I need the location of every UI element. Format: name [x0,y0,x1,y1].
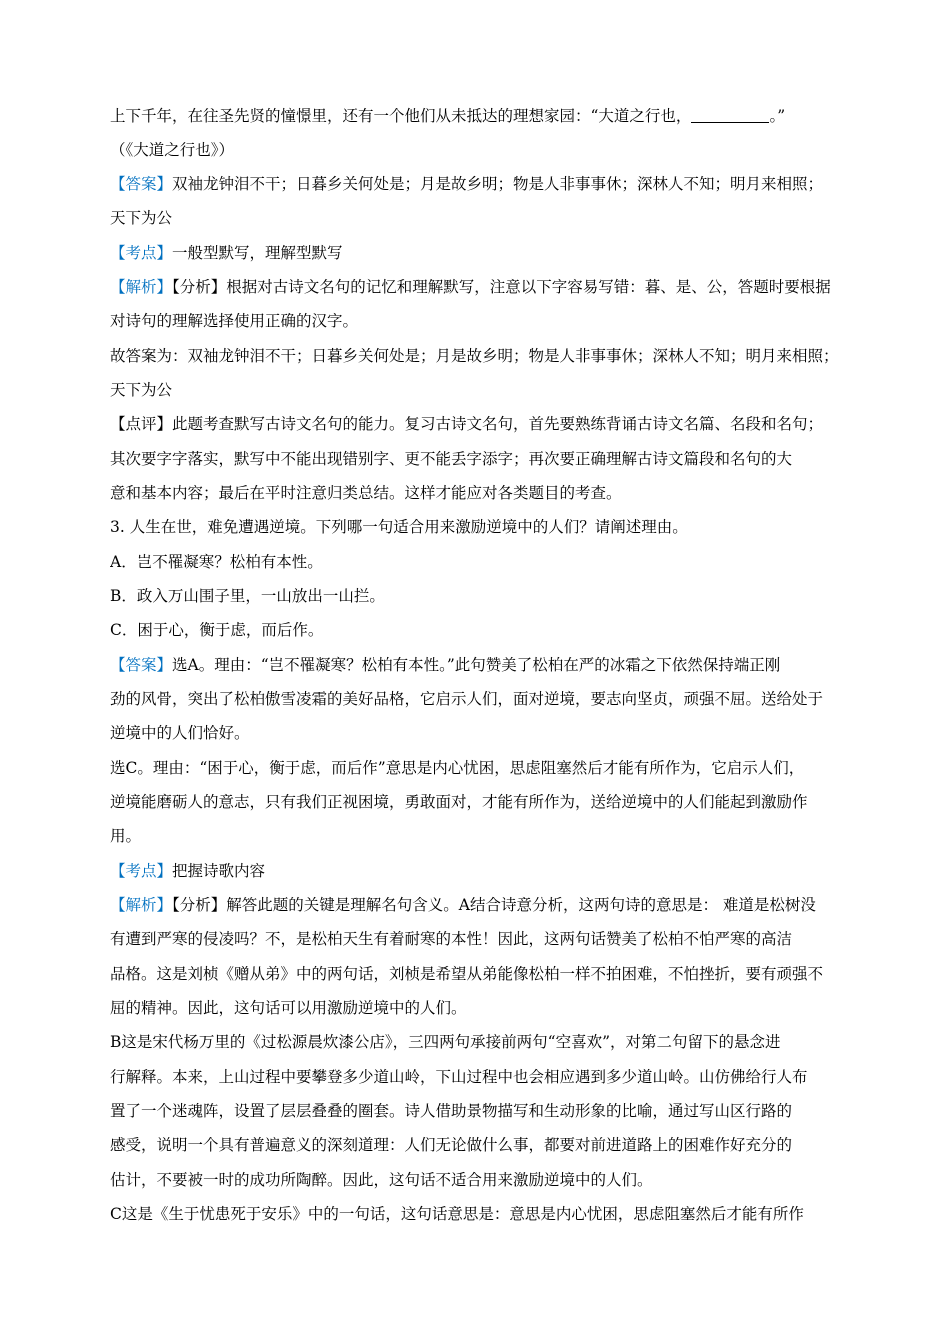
q3-answer-line-6: 用。 [110,827,142,845]
answer-tag: 【答案】 [110,175,173,193]
q3-option-b: B．政入万山围子里，一山放出一山拦。 [110,587,385,605]
q3-jiexi-line-3: 品格。这是刘桢《赠从弟》中的两句话，刘桢是希望从弟能像松柏一样不拍困难，不怕挫折，要有顽强不 [110,965,824,983]
q3-b-line-2: 行解释。本来，上山过程中要攀登多少道山岭，下山过程中也会相应遇到多少道山岭。山仿佛给行人布 [110,1068,808,1086]
q2-jiexi-line-2: 对诗句的理解选择使用正确的汉字。 [110,312,359,330]
q3-jiexi-line-1: 【解析】【分析】解答此题的关键是理解名句含义。A结合诗意分析，这两句诗的意思是： 难道是松树没 [110,896,816,914]
q2-stem-line: 上下千年，在往圣先贤的憧憬里，还有一个他们从未抵达的理想家园：“大道之行也， 。” [110,107,786,125]
q3-jiexi-line-4: 屈的精神。因此，这句话可以用激励逆境中的人们。 [110,999,467,1017]
jiexi-tag: 【解析】 [110,278,173,296]
q2-dianping-line-1: 【点评】此题考查默写古诗文名句的能力。复习古诗文名句，首先要熟练背诵古诗文名篇、名段和名句； [110,415,824,433]
kaodian-tag: 【考点】 [110,244,173,262]
dianping-tag: 【点评】 [110,415,173,433]
q3-option-c: C．困于心，衡于虑，而后作。 [110,621,324,639]
q3-answer-line-5: 逆境能磨砺人的意志，只有我们正视困境，勇敢面对，才能有所作为，送给逆境中的人们能起到激励作 [110,793,808,811]
q3-b-line-1: B这是宋代杨万里的《过松源晨炊漆公店》，三四两句承接前两句“空喜欢”，对第二句留下的悬念进 [110,1033,781,1051]
answer-tag: 【答案】 [110,656,173,674]
kaodian-tag: 【考点】 [110,862,173,880]
q2-jiexi-line-1: 【解析】【分析】根据对古诗文名句的记忆和理解默写，注意以下字容易写错：暮、是、公，答题时要根据 [110,278,831,296]
jiexi-tag: 【解析】 [110,896,173,914]
q3-answer-line-4: 选C。理由：“困于心，衡于虑，而后作”意思是内心忧困，思虑阻塞然后才能有所作为，它启示人们， [110,759,805,777]
q2-final-answer-1: 故答案为：双袖龙钟泪不干；日暮乡关何处是；月是故乡明；物是人非事事休；深林人不知；明月来相照； [110,347,839,365]
q2-answer-line-2: 天下为公 [110,209,173,227]
q3-answer-line-2: 劲的风骨，突出了松柏傲雪凌霜的美好品格，它启示人们，面对逆境，要志向坚贞，顽强不屈。送给处于 [110,690,824,708]
q3-answer-line-1: 【答案】选A。理由：“岂不罹凝寒？松柏有本性。”此句赞美了松柏在严的冰霜之下依然保持端正刚 [110,656,781,674]
q3-stem: 3. 人生在世，难免遭遇逆境。下列哪一句适合用来激励逆境中的人们？请阐述理由。 [110,518,688,536]
q3-option-a: A．岂不罹凝寒？松柏有本性。 [110,553,323,571]
q3-b-line-3: 置了一个迷魂阵，设置了层层叠叠的圈套。诗人借助景物描写和生动形象的比喻，通过写山区行路的 [110,1102,793,1120]
q2-dianping-line-3: 意和基本内容；最后在平时注意归类总结。这样才能应对各类题目的考查。 [110,484,622,502]
q2-kaodian: 【考点】一般型默写，理解型默写 [110,244,343,262]
q3-c-line-1: C这是《生于忧患死于安乐》中的一句话，这句话意思是：意思是内心忧困，思虑阻塞然后才能有所作 [110,1205,804,1223]
q2-answer-line-1: 【答案】双袖龙钟泪不干；日暮乡关何处是；月是故乡明；物是人非事事休；深林人不知；明月来相照； [110,175,824,193]
q2-final-answer-2: 天下为公 [110,381,173,399]
q2-source: （《大道之行也》） [110,141,235,159]
q2-dianping-line-2: 其次要字字落实，默写中不能出现错别字、更不能丢字添字；再次要正确理解古诗文篇段和名句的大 [110,450,793,468]
q3-jiexi-line-2: 有遭到严寒的侵凌吗？不，是松柏天生有着耐寒的本性！因此，这两句话赞美了松柏不怕严寒的高洁 [110,930,793,948]
q3-b-line-5: 估计，不要被一时的成功所陶醉。因此，这句话不适合用来激励逆境中的人们。 [110,1171,653,1189]
q3-kaodian: 【考点】把握诗歌内容 [110,862,266,880]
q3-b-line-4: 感受，说明一个具有普遍意义的深刻道理：人们无论做什么事，都要对前进道路上的困难作好充分的 [110,1136,793,1154]
q3-answer-line-3: 逆境中的人们恰好。 [110,724,250,742]
fill-blank [691,108,769,123]
